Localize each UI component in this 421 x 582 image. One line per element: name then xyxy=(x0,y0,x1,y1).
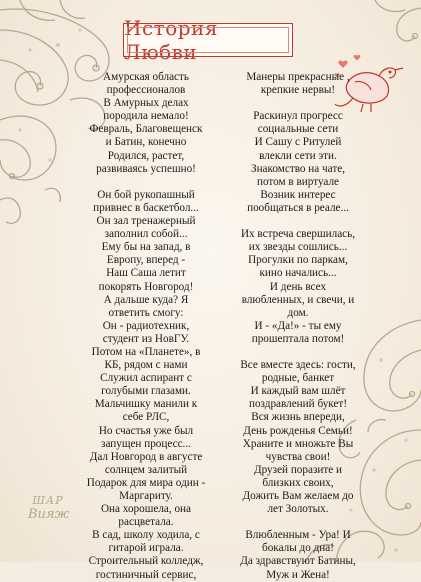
poem-line: социальные сети xyxy=(257,123,339,136)
swirl-ornament-top-right xyxy=(335,0,421,60)
poem-line xyxy=(222,516,374,529)
poem-line: Храните и множьте Вы xyxy=(242,437,354,450)
poem-line: лет Золотых. xyxy=(267,503,329,516)
poem-line: прошептала потом! xyxy=(251,332,345,345)
poem-line xyxy=(74,176,218,189)
poem-line: привнес в баскетбол... xyxy=(93,201,199,214)
poem-line: Возник интерес xyxy=(260,188,336,201)
poem-line: гостиничный сервис, xyxy=(95,568,197,581)
page-title: История Любви xyxy=(124,16,218,64)
poem-line: и Батин, конечно xyxy=(105,136,187,149)
poem-line: родные, банкет xyxy=(261,372,335,385)
poem-line: Потом на «Планете», в xyxy=(91,345,201,358)
logo-line-2: Вияж xyxy=(28,507,70,522)
poem-line: В Амурных делах xyxy=(103,97,189,110)
poem-line: кино начались... xyxy=(259,267,337,280)
poem-line: запущен процесс... xyxy=(101,437,191,450)
poem-line: Прогулки по паркам, xyxy=(248,254,348,267)
poem-line: И - «Да!» - ты ему xyxy=(254,319,342,332)
poem-line: близких своих, xyxy=(262,476,334,489)
poem-line: бокалы до дна! xyxy=(262,542,334,555)
poem-line: гитарой играла. xyxy=(108,542,184,555)
poem-line: А дальше куда? Я xyxy=(103,293,189,306)
poem-line: Он бой рукопашный xyxy=(97,188,195,201)
poem-line: породила немало! xyxy=(103,110,189,123)
poem-line xyxy=(222,97,374,110)
poem-line: профессионалов xyxy=(106,84,186,97)
poem-line: Муж и Жена! xyxy=(266,568,330,581)
brand-logo xyxy=(28,495,68,541)
poem-line: расцветала. xyxy=(118,516,174,529)
poem-line: ответить смогу: xyxy=(108,306,184,319)
poem-line: И день всех xyxy=(269,280,327,293)
poem-line: Их встреча свершилась, xyxy=(240,228,356,241)
poem-line: Дал Новгород в августе xyxy=(89,450,203,463)
poem-line: Манеры прекрасные , xyxy=(246,71,350,83)
poem-line: И Сашу с Ритулей xyxy=(254,136,342,149)
poem-line: развиваясь успешно! xyxy=(96,162,196,175)
poem-line: Друзей поразите и xyxy=(253,463,343,476)
poem-line: заполнил собой... xyxy=(104,228,188,241)
poem-line: Служил аспирант с xyxy=(100,372,192,385)
poem-line: солнцем залитый xyxy=(104,463,188,476)
poem-line: Все вместе здесь: гости, xyxy=(240,359,356,372)
poem-line: Раскинул прогресс xyxy=(253,110,343,123)
logo-line-1: ШАР xyxy=(32,494,64,507)
poem-line: Подарок для мира один - xyxy=(86,476,206,489)
poem-line: Ему бы на запад, в xyxy=(101,241,191,254)
poem-line: В сад, школу ходила, с xyxy=(92,529,200,542)
poem-line: КБ, рядом с нами xyxy=(104,359,188,372)
poem-line xyxy=(222,215,374,228)
poem-line: пообщаться в реале... xyxy=(247,201,349,214)
poem-line: Она хорошела, она xyxy=(100,503,192,516)
poem-line: голубыми глазами. xyxy=(101,385,191,398)
poem-line: Мальчишку манили к xyxy=(94,398,198,411)
poem-line: Дожить Вам желаем до xyxy=(242,490,354,502)
poem-line: себе РЛС, xyxy=(122,411,170,424)
poem-line: Влюбленным - Ура! И xyxy=(245,529,351,542)
poem-line: Амурская область xyxy=(103,71,189,83)
poem-column-left xyxy=(74,71,218,582)
poem-line: Европу, вперед - xyxy=(106,254,186,267)
poem-line xyxy=(222,346,374,359)
poem-line: Да здравствуют Батины, xyxy=(240,555,356,568)
poem-line: Он - радиотехник, xyxy=(102,319,190,332)
poem-line: И каждый вам шлёт xyxy=(250,385,346,398)
poem-line: влюбленных, и свечи, и xyxy=(241,293,355,306)
poem-line: Наш Саша летит xyxy=(106,267,186,280)
title-frame xyxy=(123,16,293,64)
poem-line: Строительный колледж, xyxy=(88,555,204,568)
poem-line: Но счастья уже был xyxy=(98,424,194,437)
poem-line: поздравлений букет! xyxy=(248,398,348,411)
poem-line: Он зал тренажерный xyxy=(96,215,196,228)
poem-line: Маргариту. xyxy=(119,490,173,502)
poem-line: студент из НовГУ. xyxy=(102,332,190,345)
poem-line: День рожденья Семьи! xyxy=(243,424,353,437)
poem-line: их звезды сошлись... xyxy=(248,241,348,254)
poem-line: дом. xyxy=(287,306,309,319)
poem-line: покорять Новгород! xyxy=(98,280,194,293)
poem-line: потом в виртуале xyxy=(256,175,340,188)
poem-line: Родился, растет, xyxy=(107,149,185,162)
poem-line: Вся жизнь впереди, xyxy=(251,411,345,424)
poem-line: влекли сети эти. xyxy=(259,149,337,162)
poem-column-right xyxy=(222,71,374,582)
poem-line: Февраль, Благовещенск xyxy=(89,123,203,136)
poem-line: чувства свои! xyxy=(265,450,331,463)
poem-line: Знакомство на чате, xyxy=(250,162,346,175)
poem-line: крепкие нервы! xyxy=(260,84,336,97)
